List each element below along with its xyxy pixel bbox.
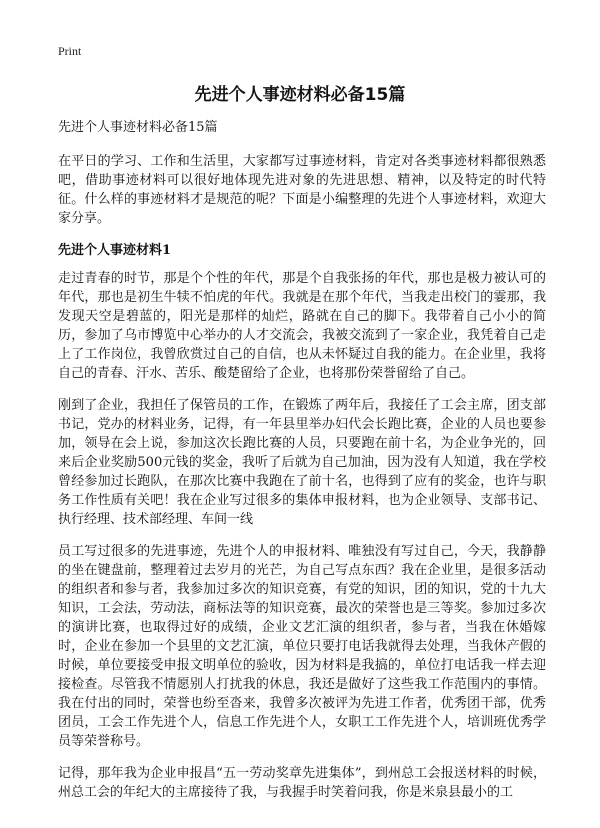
intro-paragraph: 在平日的学习、工作和生活里，大家都写过事迹材料，肯定对各类事迹材料都很熟悉吧，借助事迹材料可以很好地体现先进对象的先进思想、精神，以及特定的时代特征。什么样的事迹材料才是规范的呢？下面是小编整理的先进个人事迹材料，欢迎大家分享。 [58,154,546,226]
body-paragraph-3: 员工写过很多的先进事迹，先进个人的申报材料、唯独没有写过自己，今天，我静静的坐在键盘前，整理着过去岁月的光芒，为自己写点东西？我在企业里，是很多活动的组织者和参与者，我参加过多次的知识竞赛，有党的知识，团的知识，党的十九大知识，工会法，劳动法，商标法等的知识竞赛，最次的荣誉也是三等奖。参加过多次的演讲比赛，也取得过好的成绩，企业文艺汇演的组织者，参与者，当我在休婚嫁时，企业在参加一个县里的文艺汇演，单位只要打电话我就得去处理，当我休产假的时候，单位要接受申报文明单位的验收，因为材料是我搞的，单位打电话我一样去迎接检查。尽管我不情愿别人打扰我的休息，我还是做好了这些我工作范围内的事情。我在付出的同时，荣誉也纷至沓来，我曾多次被评为先进工作者，优秀团干部，优秀团员，工会工作先进个人，信息工作先进个人，女职工工作先进个人，培训班优秀学员等荣誉称号。 [58,544,546,749]
body-paragraph-4: 记得，那年我为企业申报昌“五一劳动奖章先进集体”，到州总工会报送材料的时候，州总工会的年纪大的主席接待了我，与我握手时笑着问我，你是米泉县最小的工 [58,766,546,800]
body-paragraph-2: 刚到了企业，我担任了保管员的工作，在锻炼了两年后，我接任了工会主席，团支部书记，党办的材料业务，记得，有一年县里举办妇代会长跑比赛，企业的人员也要参加，领导在会上说，参加这次长跑比赛的人员，只要跑在前十名，为企业争光的，回来后企业奖励500元钱的奖金，我听了后就为自己加油，因为没有人知道，我在学校曾经参加过长跑队，在那次比赛中我跑在了前十名，也得到了应有的奖金，也许与职务工作性质有关吧！我在企业写过很多的集体申报材料，也为企业领导、支部书记、执行经理、技术部经理、车间一线 [58,398,546,527]
document-title: 先进个人事迹材料必备15篇 [194,85,406,105]
section-heading: 先进个人事迹材料1 [58,243,172,258]
document-body [58,118,546,815]
print-label: Print [58,44,82,58]
document-subtitle: 先进个人事迹材料必备15篇 [58,120,218,135]
body-paragraph-1: 走过青春的时节，那是个个性的年代，那是个自我张扬的年代，那也是极力被认可的年代，那也是初生牛犊不怕虎的年代。我就是在那个年代，当我走出校门的霎那，我发现天空是碧蓝的，阳光是那样的灿烂，路就在自己的脚下。我带着自己小小的简历，参加了乌市博览中心举办的人才交流会，我被交流到了一家企业，我凭着自己走上了工作岗位，我曾欣赏过自己的自信，也从未怀疑过自我的能力。在企业里，我将自己的青春、汗水、苦乐、酸楚留给了企业，也将那份荣誉留给了自己。 [58,271,546,381]
